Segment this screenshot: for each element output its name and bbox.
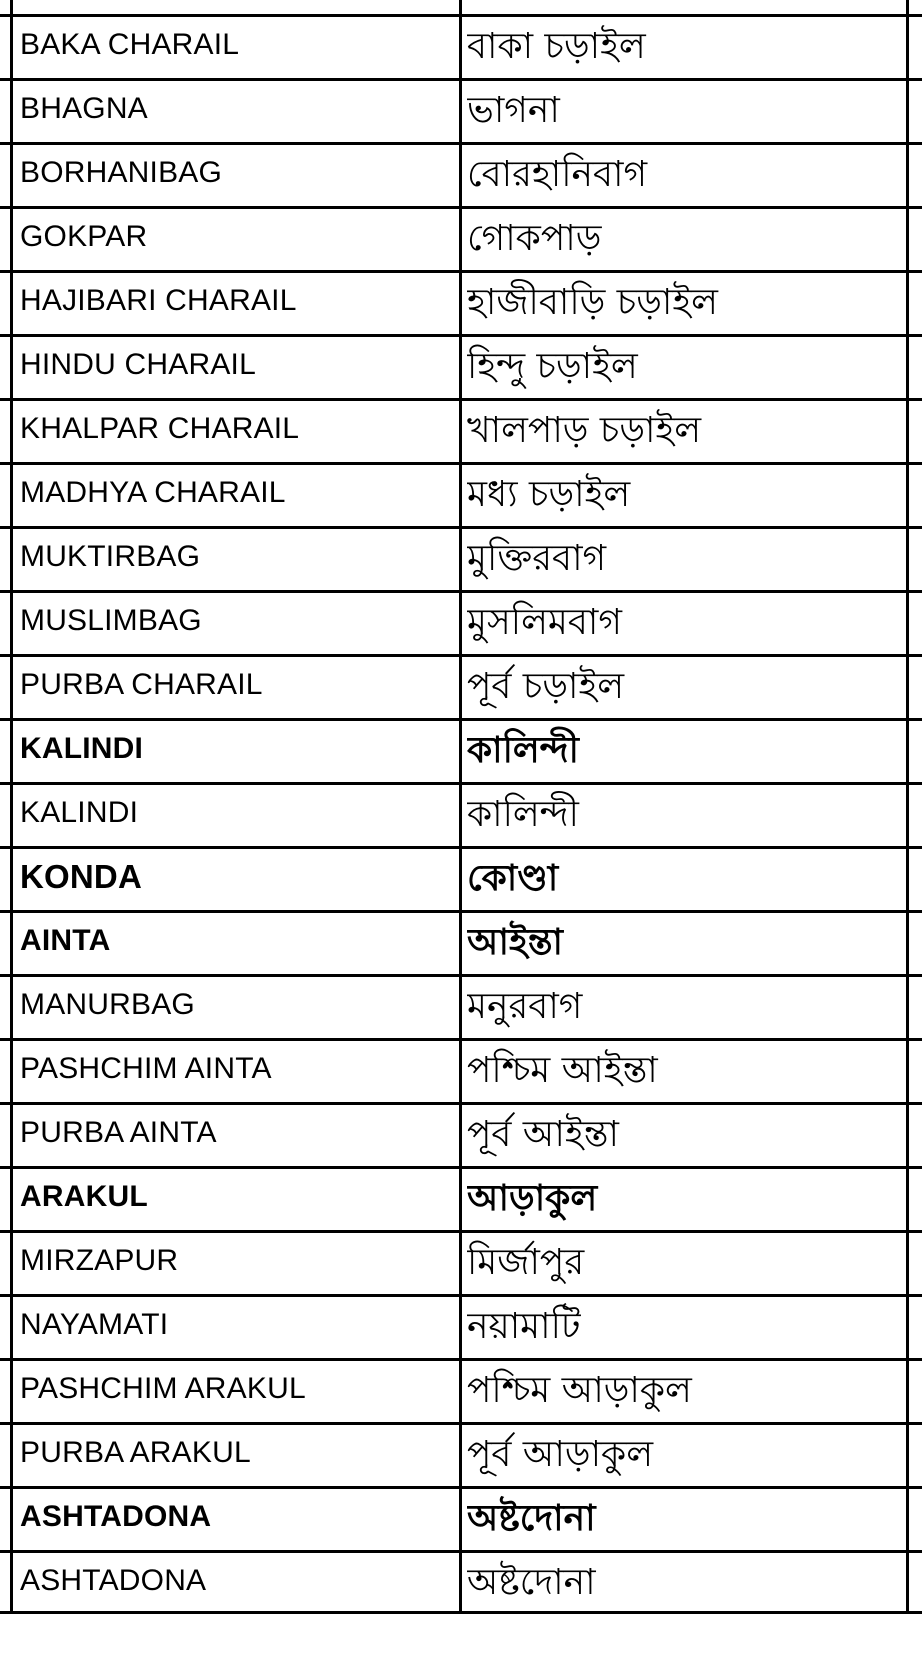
english-name-cell: GOKPAR — [20, 219, 148, 253]
english-name-cell: NAYAMATI — [20, 1307, 169, 1341]
english-name-cell: KONDA — [20, 857, 142, 895]
bengali-name-cell: মুক্তিরবাগ — [467, 537, 607, 579]
english-name-cell: ARAKUL — [20, 1179, 148, 1213]
bengali-name-cell: হিন্দু চড়াইল — [467, 345, 638, 387]
english-name-cell: KHALPAR CHARAIL — [20, 411, 300, 445]
table-row — [0, 590, 922, 654]
table-row — [0, 1486, 922, 1550]
table-row — [0, 1166, 922, 1230]
table-row — [0, 974, 922, 1038]
table-row — [0, 78, 922, 142]
table-row — [0, 1102, 922, 1166]
table-row — [0, 142, 922, 206]
bengali-name-cell: পশ্চিম আইন্তা — [467, 1049, 658, 1091]
table-row — [0, 1230, 922, 1294]
english-name-cell: BHAGNA — [20, 91, 148, 125]
bengali-name-cell: আড়াকুল — [467, 1177, 598, 1219]
bengali-name-cell: আইন্তা — [467, 921, 563, 963]
bengali-name-cell: পূর্ব আইন্তা — [467, 1113, 619, 1155]
bengali-name-cell: নয়ামাটি — [467, 1305, 581, 1347]
table-row — [0, 1358, 922, 1422]
english-name-cell: KALINDI — [20, 731, 144, 765]
bengali-name-cell: অষ্টদোনা — [467, 1561, 596, 1603]
bengali-name-cell: হাজীবাড়ি চড়াইল — [467, 281, 718, 323]
bengali-name-cell: কালিন্দী — [467, 729, 579, 771]
table-row — [0, 462, 922, 526]
english-name-cell: AINTA — [20, 923, 111, 957]
english-name-cell: ASHTADONA — [20, 1499, 212, 1533]
bengali-name-cell: পূর্ব আড়াকুল — [467, 1433, 654, 1475]
bengali-name-cell: গোকপাড় — [467, 217, 602, 259]
bengali-name-cell: মির্জাপুর — [467, 1241, 585, 1283]
table-row — [0, 526, 922, 590]
table-row — [0, 1422, 922, 1486]
english-name-cell: MIRZAPUR — [20, 1243, 179, 1277]
table-row — [0, 782, 922, 846]
table-row — [0, 14, 922, 78]
bengali-name-cell: খালপাড় চড়াইল — [467, 409, 702, 451]
english-name-cell: BORHANIBAG — [20, 155, 223, 189]
bengali-name-cell: পশ্চিম আড়াকুল — [467, 1369, 692, 1411]
english-name-cell: PASHCHIM AINTA — [20, 1051, 272, 1085]
english-name-cell: KALINDI — [20, 795, 139, 829]
table-row — [0, 206, 922, 270]
bengali-name-cell: বাকা চড়াইল — [467, 25, 646, 67]
bengali-name-cell: ভাগনা — [467, 89, 560, 131]
english-name-cell: MANURBAG — [20, 987, 195, 1021]
bengali-name-cell: কোণ্ডা — [467, 857, 559, 899]
table-row — [0, 270, 922, 334]
table-row — [0, 846, 922, 910]
table-row — [0, 398, 922, 462]
english-name-cell: MADHYA CHARAIL — [20, 475, 286, 509]
english-name-cell: ASHTADONA — [20, 1563, 207, 1597]
table-row — [0, 1294, 922, 1358]
english-name-cell: MUSLIMBAG — [20, 603, 202, 637]
table-row — [0, 910, 922, 974]
table-row — [0, 1550, 922, 1614]
table-row — [0, 654, 922, 718]
table-row — [0, 718, 922, 782]
english-name-cell: HAJIBARI CHARAIL — [20, 283, 297, 317]
english-name-cell: PASHCHIM ARAKUL — [20, 1371, 306, 1405]
table-body — [0, 14, 922, 1614]
bengali-name-cell: কালিন্দী — [467, 793, 579, 835]
bengali-name-cell: পূর্ব চড়াইল — [467, 665, 625, 707]
table-row — [0, 334, 922, 398]
bengali-name-cell: অষ্টদোনা — [467, 1497, 596, 1539]
english-name-cell: PURBA ARAKUL — [20, 1435, 251, 1469]
bengali-name-cell: বোরহানিবাগ — [467, 153, 648, 195]
english-name-cell: BAKA CHARAIL — [20, 27, 240, 61]
english-name-cell: MUKTIRBAG — [20, 539, 201, 573]
bengali-name-cell: মধ্য চড়াইল — [467, 473, 631, 515]
bengali-name-cell: মনুরবাগ — [467, 985, 583, 1027]
english-name-cell: PURBA CHARAIL — [20, 667, 263, 701]
english-name-cell: HINDU CHARAIL — [20, 347, 256, 381]
english-name-cell: PURBA AINTA — [20, 1115, 217, 1149]
table-row — [0, 1038, 922, 1102]
bengali-name-cell: মুসলিমবাগ — [467, 601, 622, 643]
